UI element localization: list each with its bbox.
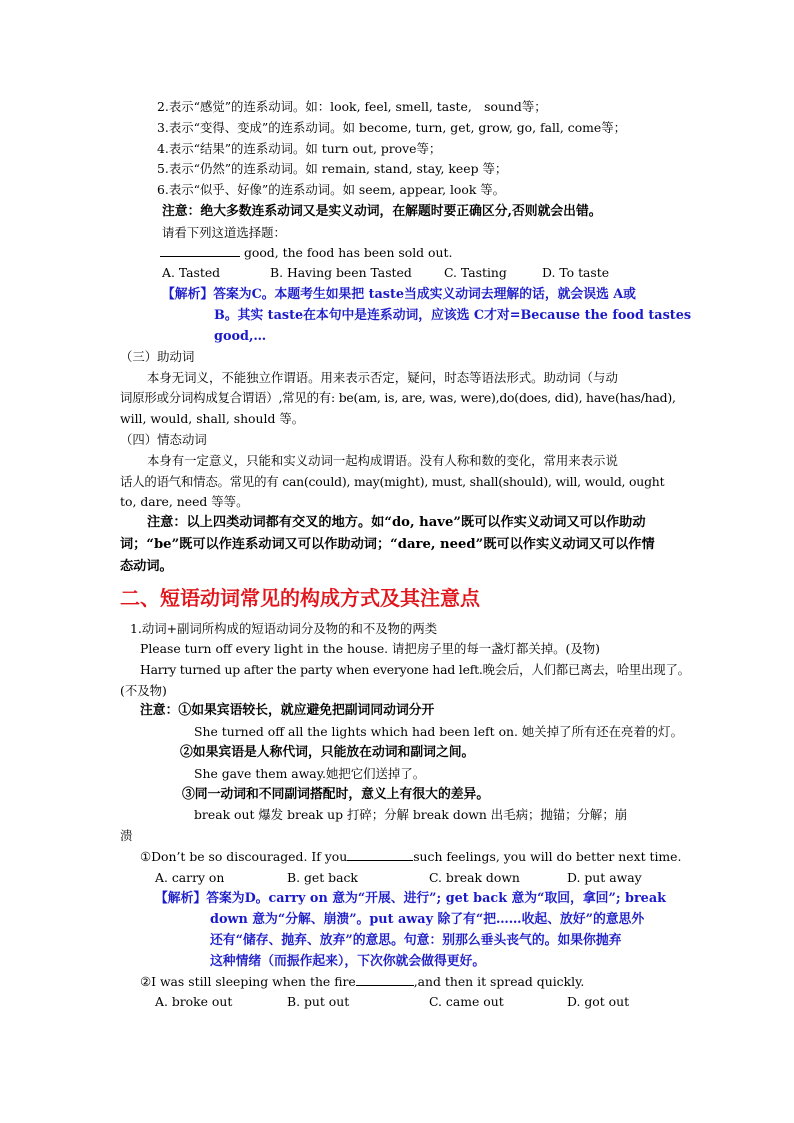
paragraph-line: 话人的语气和情态。常见的有 can(could), may(might), must, shall(should), will, would, ought bbox=[120, 474, 665, 489]
analysis-line: good,… bbox=[214, 329, 267, 344]
option-c: C. came out bbox=[429, 994, 504, 1009]
list-item: 5.表示“仍然”的连系动词。如 remain, stand, stay, keep 等； bbox=[157, 161, 508, 176]
options-row bbox=[155, 869, 655, 887]
example-sentence: Harry turned up after the party when everyone had left.晚会后，人们都已离去，哈里出现了。 bbox=[140, 662, 690, 677]
answer-blank bbox=[160, 244, 240, 257]
paragraph-line: will, would, shall, should 等。 bbox=[120, 411, 305, 426]
analysis-line: down 意为“分解、崩溃”。put away 除了有“把……收起、放好”的意思外 bbox=[210, 912, 645, 927]
option-a: A. carry on bbox=[155, 870, 225, 885]
note-line: 注意：①如果宾语较长，就应避免把副词同动词分开 bbox=[140, 703, 435, 718]
option-d: D. got out bbox=[567, 994, 630, 1009]
option-c: C. Tasting bbox=[444, 265, 507, 280]
analysis-line: 还有“储存、抛弃、放弃”的意思。句意：别那么垂头丧气的。如果你抛弃 bbox=[210, 933, 622, 948]
list-item: 1.动词+副词所构成的短语动词分及物的和不及物的两类 bbox=[130, 621, 438, 636]
option-d: D. To taste bbox=[542, 265, 610, 280]
question-line bbox=[140, 973, 584, 991]
note-line: 注意：以上四类动词都有交叉的地方。如“do, have”既可以作实义动词又可以作助动 bbox=[147, 515, 646, 530]
option-d: D. put away bbox=[567, 870, 642, 885]
options-row bbox=[162, 264, 682, 282]
question-text: such feelings, you will do better next time. bbox=[413, 849, 682, 864]
list-item: 4.表示“结果”的连系动词。如 turn out, prove等； bbox=[157, 141, 442, 156]
note-linking: 注意：绝大多数连系动词又是实义动词，在解题时要正确区分,否则就会出错。 bbox=[162, 204, 602, 219]
option-b: B. Having been Tasted bbox=[270, 265, 412, 280]
analysis-line: B。其实 taste在本句中是连系动词，应该选 C才对=Because the food tastes bbox=[214, 308, 692, 323]
note-line: 词；“be”既可以作连系动词又可以作助动词；“dare, need”既可以作实义动词又可以作情 bbox=[120, 537, 655, 552]
example-sentence: She turned off all the lights which had been left on. 她关掉了所有还在亮着的灯。 bbox=[194, 724, 683, 739]
section-heading: （三）助动词 bbox=[120, 349, 195, 364]
paragraph-line: to, dare, need 等等。 bbox=[120, 494, 249, 509]
paragraph-line: 本身无词义，不能独立作谓语。用来表示否定，疑问，时态等语法形式。助动词（与动 bbox=[147, 370, 618, 385]
list-item: 2.表示“感觉”的连系动词。如：look, feel, smell, taste, sound等； bbox=[157, 99, 547, 114]
analysis-line: 【解析】答案为D。carry on 意为“开展、进行”; get back 意为“取回，拿回”; break bbox=[155, 891, 666, 906]
question-text: ②I was still sleeping when the fire bbox=[140, 974, 356, 989]
answer-blank bbox=[347, 848, 413, 861]
exercise-prompt: 请看下列这道选择题： bbox=[162, 225, 286, 240]
answer-blank bbox=[356, 973, 414, 986]
option-a: A. broke out bbox=[155, 994, 233, 1009]
paragraph-line: 本身有一定意义，只能和实义动词一起构成谓语。没有人称和数的变化，常用来表示说 bbox=[147, 453, 618, 468]
note-line: ②如果宾语是人称代词，只能放在动词和副词之间。 bbox=[180, 745, 475, 760]
analysis-line: 【解析】答案为C。本题考生如果把 taste当成实义动词去理解的话，就会误选 A或 bbox=[162, 287, 636, 302]
example-sentence-tail: (不及物) bbox=[120, 683, 167, 698]
section-title: 二、短语动词常见的构成方式及其注意点 bbox=[120, 586, 480, 610]
note-line: 态动词。 bbox=[120, 559, 173, 574]
question-text: ,and then it spread quickly. bbox=[413, 974, 585, 989]
example-sentence-tail: 溃 bbox=[120, 828, 133, 843]
example-sentence: Please turn off every light in the house. 请把房子里的每一盏灯都关掉。(及物) bbox=[140, 641, 600, 656]
list-item: 6.表示“似乎、好像”的连系动词。如 seem, appear, look 等。 bbox=[157, 182, 506, 197]
question-text: ①Don’t be so discouraged. If you bbox=[140, 849, 348, 864]
option-b: B. put out bbox=[287, 994, 350, 1009]
option-b: B. get back bbox=[287, 870, 358, 885]
option-c: C. break down bbox=[429, 870, 520, 885]
analysis-line: 这种情绪（而振作起来），下次你就会做得更好。 bbox=[210, 954, 486, 969]
question-line bbox=[140, 848, 681, 866]
list-item: 3.表示“变得、变成”的连系动词。如 become, turn, get, grow, go, fall, come等； bbox=[157, 120, 627, 135]
paragraph-line: 词原形或分词构成复合谓语）,常见的有: be(am, is, are, was, were),do(does, did), have(has/had), bbox=[120, 390, 676, 405]
options-row bbox=[155, 993, 655, 1011]
question-line bbox=[160, 244, 452, 262]
note-line: ③同一动词和不同副词搭配时，意义上有很大的差异。 bbox=[182, 787, 490, 802]
section-heading: （四）情态动词 bbox=[120, 432, 207, 447]
example-sentence: She gave them away.她把它们送掉了。 bbox=[194, 766, 426, 781]
option-a: A. Tasted bbox=[162, 265, 221, 280]
question-text: good, the food has been sold out. bbox=[240, 245, 453, 260]
example-sentence: break out 爆发 break up 打碎；分解 break down 出毛病；抛锚；分解；崩 bbox=[194, 807, 628, 822]
